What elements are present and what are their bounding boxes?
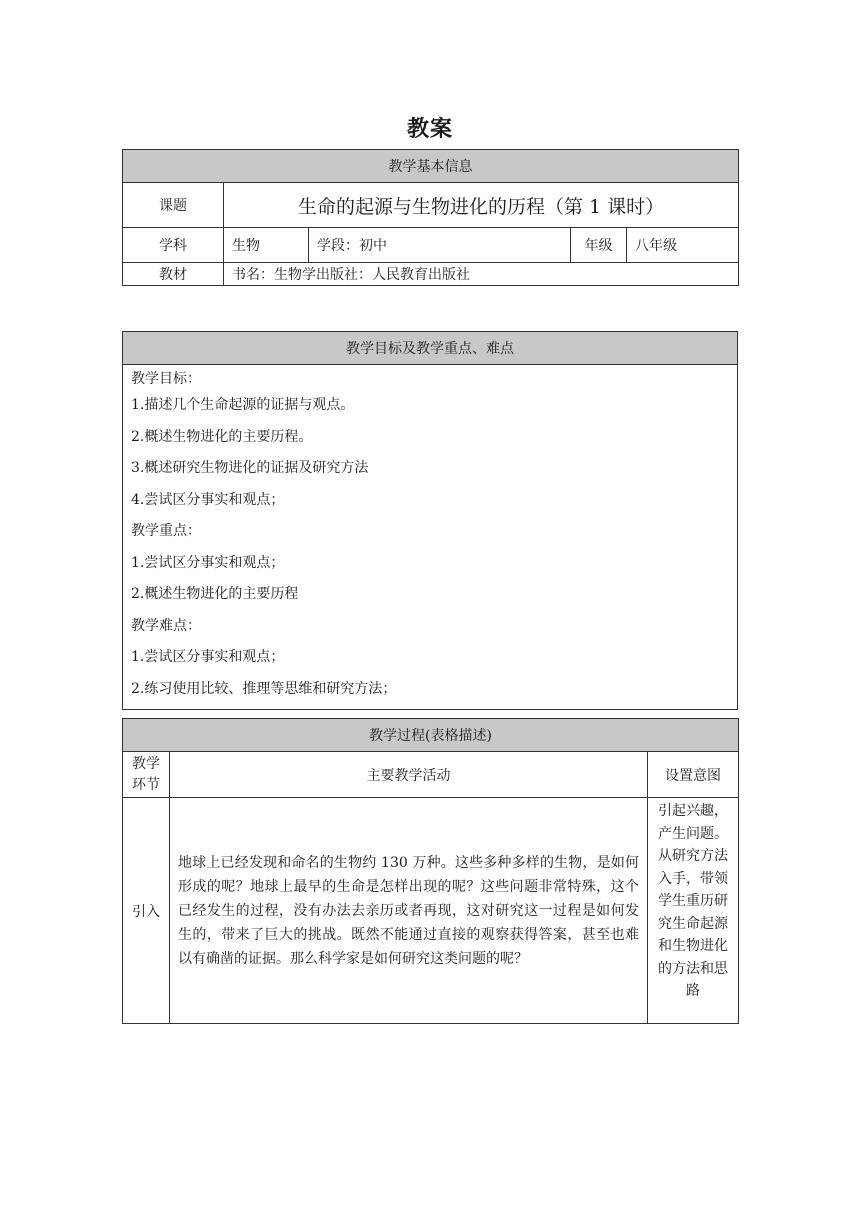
page-title: 教案 [406, 117, 453, 142]
textbook-label: 教材 [123, 263, 224, 286]
goals-line: 教学目标： [131, 371, 201, 387]
stage-value: 学段：初中 [309, 228, 571, 263]
goals-line: 教学重点： [131, 523, 201, 539]
col-intent-header: 设置意图 [648, 752, 739, 798]
grade-label: 年级 [571, 228, 627, 263]
topic-value: 生命的起源与生物进化的历程（第 1 课时） [224, 183, 739, 228]
goals-line: 3.概述研究生物进化的证据及研究方法 [131, 460, 369, 476]
topic-label: 课题 [123, 183, 224, 228]
goals-content [123, 365, 738, 710]
basic-info-table [122, 149, 739, 286]
goals-line: 1.尝试区分事实和观点； [131, 554, 285, 571]
grade-value: 八年级 [627, 228, 739, 263]
intent-cell: 引起兴趣，产生问题。从研究方法入手，带领学生重历研究生命起源和生物进化的方法和思路 [648, 798, 739, 1024]
col-stage-header: 教学环节 [123, 752, 170, 798]
goals-line: 2.练习使用比较、推理等思维和研究方法； [131, 680, 397, 697]
textbook-value: 书名：生物学出版社：人民教育出版社 [224, 263, 739, 286]
goals-header: 教学目标及教学重点、难点 [123, 332, 738, 365]
goals-line: 2.概述生物进化的主要历程 [131, 586, 299, 602]
goals-table [122, 331, 738, 710]
process-header: 教学过程(表格描述) [123, 719, 739, 752]
subject-label: 学科 [123, 228, 224, 263]
activity-cell: 地球上已经发现和命名的生物约 130 万种。这些多种多样的生物，是如何形成的呢？地球上最早的生命是怎样出现的呢？这些问题非常特殊，这个已经发生的过程，没有办法去亲历或者再现，这对研究这一过程是如何发生的，带来了巨大的挑战。既然不能通过直接的观察获得答案，甚至也难以有确凿的证据。那么科学家是如何研究这类问题的呢？ [170, 798, 648, 1024]
process-table [122, 718, 739, 1024]
stage-cell: 引入 [123, 798, 170, 1024]
goals-line: 1.尝试区分事实和观点； [131, 649, 285, 665]
goals-line: 2.概述生物进化的主要历程。 [131, 428, 313, 445]
goals-line: 教学难点： [131, 617, 201, 634]
goals-line: 4.尝试区分事实和观点； [131, 491, 285, 508]
subject-value: 生物 [224, 228, 309, 263]
basic-info-header: 教学基本信息 [123, 150, 739, 183]
goals-line: 1.描述几个生命起源的证据与观点。 [131, 397, 355, 413]
col-activity-header: 主要教学活动 [170, 752, 648, 798]
